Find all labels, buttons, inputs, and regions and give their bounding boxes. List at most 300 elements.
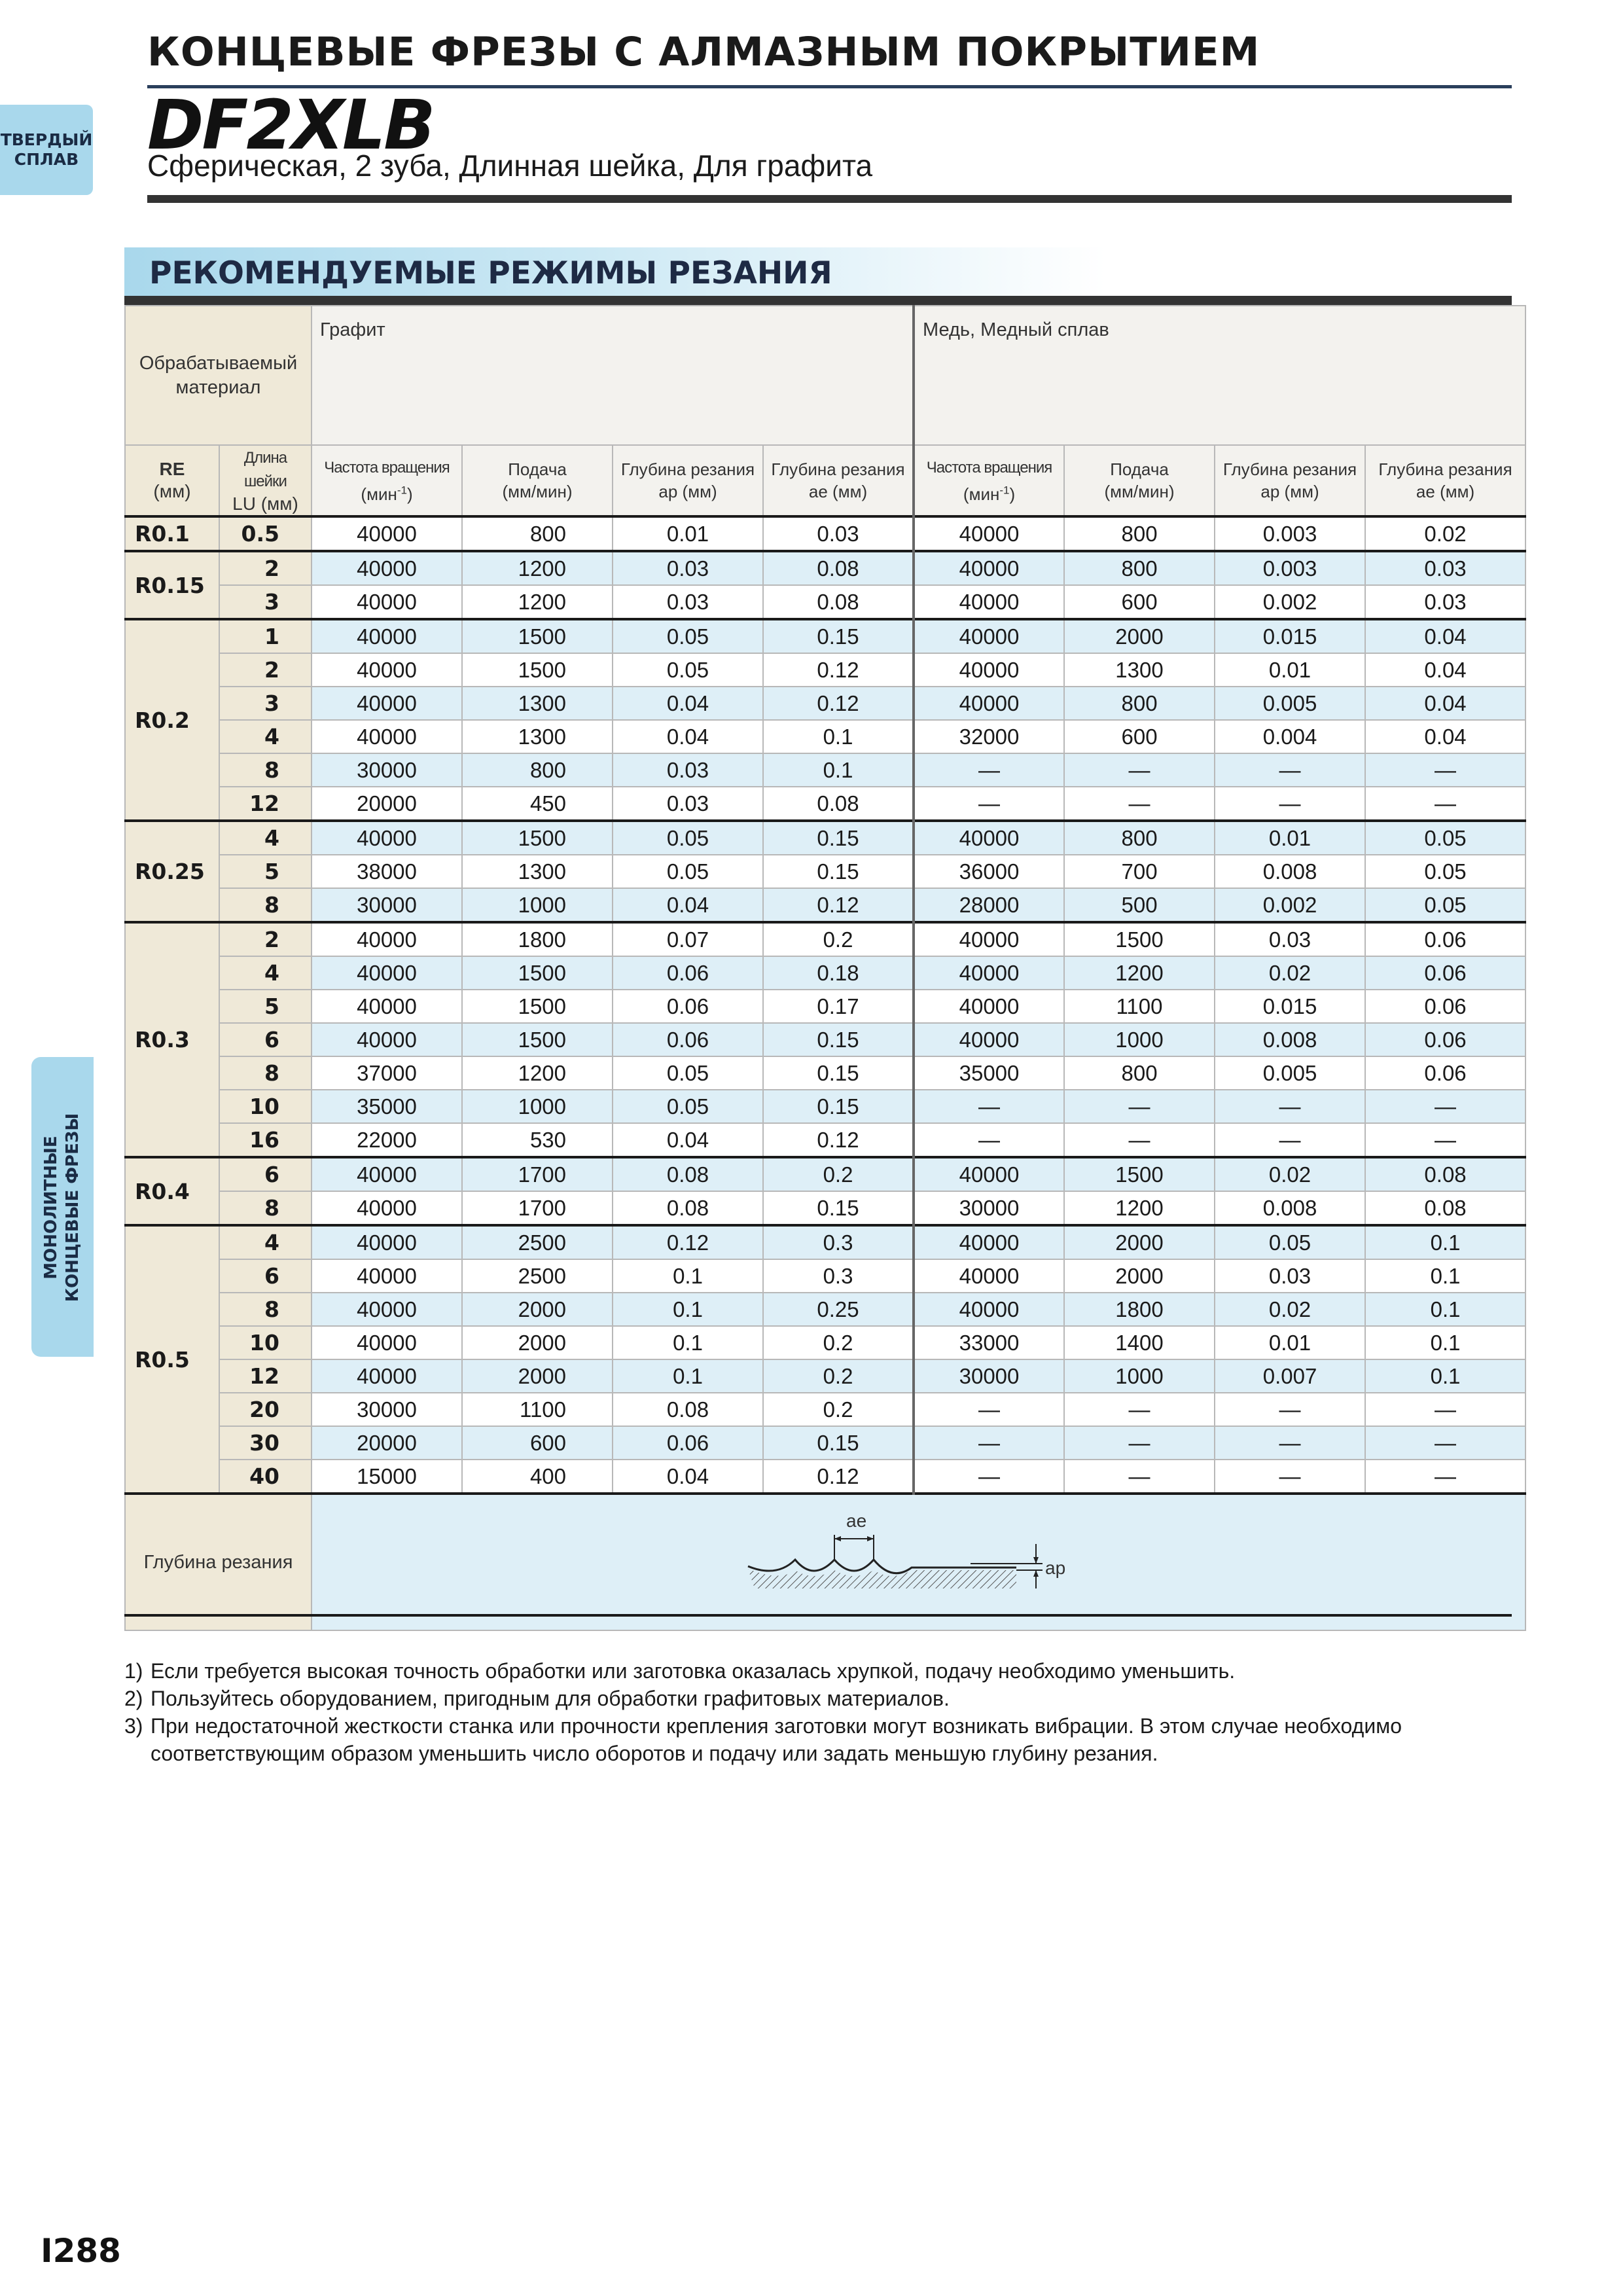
lu-value: 16 bbox=[219, 1123, 312, 1157]
copper-ap-cell: 0.01 bbox=[1215, 1326, 1365, 1359]
table-row bbox=[125, 956, 1525, 990]
lu-value: 10 bbox=[219, 1326, 312, 1359]
graphite-speed-cell: 40000 bbox=[312, 619, 462, 653]
graphite-ae-cell: 0.3 bbox=[763, 1225, 914, 1259]
graphite-feed-cell: 1500 bbox=[462, 956, 613, 990]
copper-ae-cell: — bbox=[1365, 1090, 1525, 1123]
lu-value: 4 bbox=[219, 956, 312, 990]
lu-value: 2 bbox=[219, 551, 312, 585]
diagram-ae-label: ae bbox=[846, 1511, 867, 1531]
copper-ap-cell: 0.03 bbox=[1215, 922, 1365, 956]
graphite-feed-cell: 1500 bbox=[462, 990, 613, 1023]
copper-ap-cell: — bbox=[1215, 753, 1365, 787]
copper-feed-cell: 500 bbox=[1064, 888, 1215, 922]
graphite-speed-cell: 15000 bbox=[312, 1460, 462, 1494]
copper-ap-cell: — bbox=[1215, 787, 1365, 821]
depth-of-cut-label: Глубина резания bbox=[125, 1494, 312, 1630]
copper-ae-cell: 0.1 bbox=[1365, 1259, 1525, 1293]
graphite-ae-cell: 0.12 bbox=[763, 1123, 914, 1157]
graphite-ae-cell: 0.15 bbox=[763, 1426, 914, 1460]
copper-speed-cell: 36000 bbox=[914, 855, 1064, 888]
graphite-feed-cell: 800 bbox=[462, 753, 613, 787]
table-row bbox=[125, 1225, 1525, 1259]
graphite-ap-cell: 0.03 bbox=[613, 551, 763, 585]
copper-ae-cell: 0.1 bbox=[1365, 1326, 1525, 1359]
graphite-ae-cell: 0.15 bbox=[763, 1191, 914, 1225]
graphite-speed-cell: 40000 bbox=[312, 720, 462, 753]
copper-ae-cell: — bbox=[1365, 1393, 1525, 1426]
graphite-ap-cell: 0.04 bbox=[613, 720, 763, 753]
graphite-ap-cell: 0.05 bbox=[613, 619, 763, 653]
graphite-ae-cell: 0.17 bbox=[763, 990, 914, 1023]
lu-value: 8 bbox=[219, 888, 312, 922]
lu-value: 3 bbox=[219, 687, 312, 720]
graphite-feed-cell: 2500 bbox=[462, 1225, 613, 1259]
copper-ap-cell: 0.002 bbox=[1215, 585, 1365, 619]
table-row bbox=[125, 888, 1525, 922]
graphite-ap-cell: 0.06 bbox=[613, 956, 763, 990]
copper-feed-cell: 600 bbox=[1064, 585, 1215, 619]
depth-of-cut-row bbox=[125, 1494, 1525, 1630]
graphite-ae-cell: 0.08 bbox=[763, 787, 914, 821]
graphite-ae-cell: 0.1 bbox=[763, 753, 914, 787]
model-subtitle: Сферическая, 2 зуба, Длинная шейка, Для графита bbox=[147, 149, 873, 183]
table-row bbox=[125, 1259, 1525, 1293]
graphite-ap-cell: 0.1 bbox=[613, 1293, 763, 1326]
copper-ae-cell: — bbox=[1365, 1426, 1525, 1460]
graphite-speed-cell: 40000 bbox=[312, 1191, 462, 1225]
copper-ae-cell: 0.02 bbox=[1365, 516, 1525, 551]
graphite-ap-cell: 0.12 bbox=[613, 1225, 763, 1259]
copper-feed-cell: 800 bbox=[1064, 516, 1215, 551]
copper-feed-header bbox=[1064, 445, 1215, 516]
feed-header-label: Подача bbox=[1110, 459, 1169, 479]
graphite-feed-cell: 1000 bbox=[462, 1090, 613, 1123]
lu-value: 3 bbox=[219, 585, 312, 619]
graphite-speed-cell: 30000 bbox=[312, 1393, 462, 1426]
copper-speed-cell: 30000 bbox=[914, 1359, 1064, 1393]
graphite-speed-cell: 40000 bbox=[312, 551, 462, 585]
side-tab-label: ТВЕРДЫЙ СПЛАВ bbox=[0, 130, 93, 169]
copper-speed-header bbox=[914, 445, 1064, 516]
speed-header-unit: (мин$^{-1}$) bbox=[963, 484, 1016, 504]
graphite-speed-header bbox=[312, 445, 462, 516]
re-header-label: RE bbox=[159, 459, 185, 479]
copper-speed-cell: 28000 bbox=[914, 888, 1064, 922]
table-row bbox=[125, 1326, 1525, 1359]
graphite-feed-cell: 1300 bbox=[462, 687, 613, 720]
re-value: R0.25 bbox=[125, 821, 219, 922]
graphite-speed-cell: 20000 bbox=[312, 787, 462, 821]
copper-speed-cell: 40000 bbox=[914, 1293, 1064, 1326]
lu-value: 2 bbox=[219, 653, 312, 687]
graphite-ap-cell: 0.03 bbox=[613, 787, 763, 821]
graphite-ae-cell: 0.2 bbox=[763, 1359, 914, 1393]
graphite-feed-cell: 1800 bbox=[462, 922, 613, 956]
table-row bbox=[125, 821, 1525, 855]
graphite-feed-cell: 530 bbox=[462, 1123, 613, 1157]
copper-feed-cell: — bbox=[1064, 753, 1215, 787]
lu-value: 20 bbox=[219, 1393, 312, 1426]
graphite-feed-cell: 600 bbox=[462, 1426, 613, 1460]
table-row bbox=[125, 1393, 1525, 1426]
graphite-ae-cell: 0.15 bbox=[763, 1023, 914, 1056]
copper-ap-header bbox=[1215, 445, 1365, 516]
copper-feed-cell: 800 bbox=[1064, 821, 1215, 855]
copper-ap-cell: 0.01 bbox=[1215, 653, 1365, 687]
graphite-ap-cell: 0.06 bbox=[613, 990, 763, 1023]
copper-ap-cell: 0.008 bbox=[1215, 1191, 1365, 1225]
copper-speed-cell: 32000 bbox=[914, 720, 1064, 753]
table-row bbox=[125, 1157, 1525, 1191]
graphite-speed-cell: 40000 bbox=[312, 1359, 462, 1393]
section-rule bbox=[124, 296, 1512, 305]
copper-feed-cell: 800 bbox=[1064, 1056, 1215, 1090]
re-value: R0.5 bbox=[125, 1225, 219, 1494]
copper-ap-cell: 0.008 bbox=[1215, 1023, 1365, 1056]
diagram-ap-label: ap bbox=[1045, 1558, 1066, 1578]
lu-value: 8 bbox=[219, 1191, 312, 1225]
table-row bbox=[125, 619, 1525, 653]
speed-header-label: Частота вращения bbox=[926, 459, 1052, 477]
table-row bbox=[125, 1293, 1525, 1326]
group-graphite: Графит bbox=[312, 306, 914, 445]
graphite-ae-cell: 0.12 bbox=[763, 687, 914, 720]
copper-speed-cell: 33000 bbox=[914, 1326, 1064, 1359]
graphite-ae-cell: 0.2 bbox=[763, 1393, 914, 1426]
table-row bbox=[125, 1090, 1525, 1123]
graphite-ae-cell: 0.15 bbox=[763, 1090, 914, 1123]
copper-speed-cell: 40000 bbox=[914, 687, 1064, 720]
table-row bbox=[125, 787, 1525, 821]
graphite-ap-cell: 0.05 bbox=[613, 653, 763, 687]
lu-value: 4 bbox=[219, 720, 312, 753]
graphite-ae-cell: 0.15 bbox=[763, 619, 914, 653]
copper-ae-cell: — bbox=[1365, 787, 1525, 821]
speed-header-label: Частота вращения bbox=[324, 459, 450, 477]
graphite-feed-cell: 2000 bbox=[462, 1326, 613, 1359]
graphite-feed-cell: 1500 bbox=[462, 1023, 613, 1056]
graphite-ae-cell: 0.2 bbox=[763, 1157, 914, 1191]
copper-speed-cell: — bbox=[914, 1460, 1064, 1494]
graphite-ap-cell: 0.05 bbox=[613, 1090, 763, 1123]
copper-ap-cell: 0.02 bbox=[1215, 956, 1365, 990]
graphite-ae-cell: 0.15 bbox=[763, 1056, 914, 1090]
copper-ae-cell: 0.08 bbox=[1365, 1157, 1525, 1191]
copper-speed-cell: 40000 bbox=[914, 516, 1064, 551]
copper-feed-cell: 1100 bbox=[1064, 990, 1215, 1023]
table-row bbox=[125, 855, 1525, 888]
depth-of-cut-diagram-svg bbox=[316, 1497, 1517, 1628]
copper-ap-cell: 0.015 bbox=[1215, 990, 1365, 1023]
copper-ap-cell: 0.05 bbox=[1215, 1225, 1365, 1259]
copper-ap-cell: 0.02 bbox=[1215, 1157, 1365, 1191]
graphite-ae-cell: 0.3 bbox=[763, 1259, 914, 1293]
graphite-ae-cell: 0.18 bbox=[763, 956, 914, 990]
lu-value: 2 bbox=[219, 922, 312, 956]
graphite-speed-cell: 40000 bbox=[312, 585, 462, 619]
graphite-ae-cell: 0.08 bbox=[763, 585, 914, 619]
feed-header-unit: (мм/мин) bbox=[502, 482, 573, 501]
copper-feed-cell: — bbox=[1064, 1460, 1215, 1494]
copper-ae-cell: 0.06 bbox=[1365, 956, 1525, 990]
copper-ae-cell: 0.06 bbox=[1365, 1056, 1525, 1090]
lu-header-unit: LU (мм) bbox=[232, 493, 298, 514]
copper-ae-cell: 0.04 bbox=[1365, 687, 1525, 720]
graphite-speed-cell: 40000 bbox=[312, 1326, 462, 1359]
copper-feed-cell: 1300 bbox=[1064, 653, 1215, 687]
copper-speed-cell: 40000 bbox=[914, 922, 1064, 956]
copper-speed-cell: — bbox=[914, 787, 1064, 821]
ap-header-unit: ap (мм) bbox=[658, 482, 717, 501]
graphite-feed-cell: 1100 bbox=[462, 1393, 613, 1426]
copper-feed-cell: 1400 bbox=[1064, 1326, 1215, 1359]
graphite-feed-cell: 1300 bbox=[462, 720, 613, 753]
table-row bbox=[125, 1359, 1525, 1393]
graphite-speed-cell: 35000 bbox=[312, 1090, 462, 1123]
copper-speed-cell: 30000 bbox=[914, 1191, 1064, 1225]
copper-ap-cell: — bbox=[1215, 1393, 1365, 1426]
copper-ap-cell: 0.005 bbox=[1215, 687, 1365, 720]
graphite-ae-cell: 0.25 bbox=[763, 1293, 914, 1326]
depth-of-cut-diagram bbox=[312, 1494, 1525, 1630]
table-header-row-1 bbox=[125, 306, 1525, 445]
copper-ap-cell: 0.008 bbox=[1215, 855, 1365, 888]
table-row bbox=[125, 687, 1525, 720]
copper-feed-cell: — bbox=[1064, 1426, 1215, 1460]
copper-ae-cell: 0.06 bbox=[1365, 922, 1525, 956]
graphite-ap-cell: 0.1 bbox=[613, 1359, 763, 1393]
lu-value: 8 bbox=[219, 753, 312, 787]
graphite-speed-cell: 40000 bbox=[312, 922, 462, 956]
copper-ae-cell: 0.1 bbox=[1365, 1359, 1525, 1393]
lu-value: 12 bbox=[219, 1359, 312, 1393]
footnote-text: Если требуется высокая точность обработки или заготовка оказалась хрупкой, подачу необходимо уменьшить. bbox=[151, 1659, 1236, 1683]
copper-ae-cell: 0.06 bbox=[1365, 1023, 1525, 1056]
copper-feed-cell: — bbox=[1064, 1123, 1215, 1157]
lu-value: 1 bbox=[219, 619, 312, 653]
graphite-feed-cell: 450 bbox=[462, 787, 613, 821]
graphite-feed-cell: 1200 bbox=[462, 585, 613, 619]
copper-speed-cell: 40000 bbox=[914, 1259, 1064, 1293]
re-value: R0.1 bbox=[125, 516, 219, 551]
table-row bbox=[125, 990, 1525, 1023]
graphite-feed-cell: 1000 bbox=[462, 888, 613, 922]
graphite-feed-cell: 1700 bbox=[462, 1191, 613, 1225]
copper-feed-cell: 1000 bbox=[1064, 1023, 1215, 1056]
graphite-speed-cell: 37000 bbox=[312, 1056, 462, 1090]
graphite-ap-header bbox=[613, 445, 763, 516]
lu-value: 6 bbox=[219, 1259, 312, 1293]
lu-value: 4 bbox=[219, 1225, 312, 1259]
table-row bbox=[125, 720, 1525, 753]
copper-speed-cell: 40000 bbox=[914, 653, 1064, 687]
ae-header-unit: ae (мм) bbox=[1416, 482, 1475, 501]
lu-value: 6 bbox=[219, 1023, 312, 1056]
graphite-ae-cell: 0.2 bbox=[763, 922, 914, 956]
graphite-speed-cell: 38000 bbox=[312, 855, 462, 888]
cutting-conditions-table bbox=[124, 305, 1526, 1631]
copper-feed-cell: 2000 bbox=[1064, 1225, 1215, 1259]
graphite-speed-cell: 40000 bbox=[312, 1259, 462, 1293]
copper-feed-cell: 2000 bbox=[1064, 1259, 1215, 1293]
speed-header-unit: (мин$^{-1}$) bbox=[361, 484, 413, 504]
copper-ae-cell: 0.04 bbox=[1365, 653, 1525, 687]
table-row bbox=[125, 1123, 1525, 1157]
graphite-feed-cell: 2000 bbox=[462, 1359, 613, 1393]
graphite-speed-cell: 22000 bbox=[312, 1123, 462, 1157]
copper-feed-cell: 1200 bbox=[1064, 956, 1215, 990]
graphite-feed-cell: 1200 bbox=[462, 1056, 613, 1090]
graphite-speed-cell: 40000 bbox=[312, 1225, 462, 1259]
graphite-ae-cell: 0.1 bbox=[763, 720, 914, 753]
graphite-ae-cell: 0.12 bbox=[763, 888, 914, 922]
copper-speed-cell: 40000 bbox=[914, 1157, 1064, 1191]
table-header-row-2 bbox=[125, 445, 1525, 516]
copper-speed-cell: 40000 bbox=[914, 821, 1064, 855]
graphite-ap-cell: 0.08 bbox=[613, 1157, 763, 1191]
copper-feed-cell: 1200 bbox=[1064, 1191, 1215, 1225]
ae-header-label: Глубина резания bbox=[1378, 459, 1512, 479]
copper-ap-cell: 0.007 bbox=[1215, 1359, 1365, 1393]
section-title: РЕКОМЕНДУЕМЫЕ РЕЖИМЫ РЕЗАНИЯ bbox=[149, 255, 832, 291]
footnote-number: 3) bbox=[124, 1714, 143, 1738]
lu-value: 0.5 bbox=[219, 516, 312, 551]
graphite-ap-cell: 0.05 bbox=[613, 1056, 763, 1090]
copper-ap-cell: 0.02 bbox=[1215, 1293, 1365, 1326]
ap-header-label: Глубина резания bbox=[620, 459, 755, 479]
graphite-ae-cell: 0.12 bbox=[763, 1460, 914, 1494]
copper-ap-cell: 0.003 bbox=[1215, 516, 1365, 551]
side-tab-mid-label: МОНОЛИТНЫЕ КОНЦЕВЫЕ ФРЕЗЫ bbox=[41, 1113, 82, 1302]
lu-value: 12 bbox=[219, 787, 312, 821]
graphite-ap-cell: 0.01 bbox=[613, 516, 763, 551]
copper-ap-cell: 0.015 bbox=[1215, 619, 1365, 653]
copper-ae-cell: 0.04 bbox=[1365, 619, 1525, 653]
graphite-ae-cell: 0.2 bbox=[763, 1326, 914, 1359]
graphite-ap-cell: 0.06 bbox=[613, 1023, 763, 1056]
graphite-ae-cell: 0.15 bbox=[763, 855, 914, 888]
copper-speed-cell: — bbox=[914, 1393, 1064, 1426]
copper-speed-cell: 40000 bbox=[914, 990, 1064, 1023]
graphite-feed-cell: 1500 bbox=[462, 653, 613, 687]
ap-header-unit: ap (мм) bbox=[1260, 482, 1319, 501]
copper-ae-cell: — bbox=[1365, 753, 1525, 787]
graphite-ap-cell: 0.07 bbox=[613, 922, 763, 956]
graphite-feed-cell: 400 bbox=[462, 1460, 613, 1494]
lu-value: 30 bbox=[219, 1426, 312, 1460]
ap-header-label: Глубина резания bbox=[1222, 459, 1357, 479]
copper-feed-cell: 1800 bbox=[1064, 1293, 1215, 1326]
table-row bbox=[125, 922, 1525, 956]
graphite-feed-header bbox=[462, 445, 613, 516]
graphite-speed-cell: 40000 bbox=[312, 956, 462, 990]
side-tab-hard-alloy bbox=[0, 105, 93, 195]
group-copper: Медь, Медный сплав bbox=[914, 306, 1525, 445]
table-row bbox=[125, 653, 1525, 687]
copper-speed-cell: 40000 bbox=[914, 551, 1064, 585]
copper-ap-cell: 0.003 bbox=[1215, 551, 1365, 585]
footnote-text: При недостаточной жесткости станка или прочности крепления заготовки могут возникать вибрации. В этом случае необходимо соответствующим образом уменьшить число оборотов и подачу или задать меньшую глубину резания. bbox=[151, 1714, 1402, 1765]
copper-feed-cell: 1000 bbox=[1064, 1359, 1215, 1393]
copper-ae-cell: 0.05 bbox=[1365, 888, 1525, 922]
graphite-ap-cell: 0.04 bbox=[613, 687, 763, 720]
copper-speed-cell: 40000 bbox=[914, 1225, 1064, 1259]
table-row bbox=[125, 1056, 1525, 1090]
graphite-ae-cell: 0.03 bbox=[763, 516, 914, 551]
graphite-feed-cell: 1200 bbox=[462, 551, 613, 585]
copper-ap-cell: 0.01 bbox=[1215, 821, 1365, 855]
graphite-speed-cell: 40000 bbox=[312, 1293, 462, 1326]
graphite-ap-cell: 0.08 bbox=[613, 1191, 763, 1225]
copper-feed-cell: 1500 bbox=[1064, 922, 1215, 956]
copper-feed-cell: — bbox=[1064, 1393, 1215, 1426]
copper-feed-cell: 800 bbox=[1064, 687, 1215, 720]
copper-ap-cell: 0.004 bbox=[1215, 720, 1365, 753]
graphite-ap-cell: 0.03 bbox=[613, 585, 763, 619]
copper-ae-cell: 0.1 bbox=[1365, 1293, 1525, 1326]
lu-value: 8 bbox=[219, 1293, 312, 1326]
copper-speed-cell: 40000 bbox=[914, 619, 1064, 653]
copper-ap-cell: 0.002 bbox=[1215, 888, 1365, 922]
copper-feed-cell: 2000 bbox=[1064, 619, 1215, 653]
material-label: Обрабатываемый материал bbox=[125, 306, 312, 445]
copper-speed-cell: — bbox=[914, 753, 1064, 787]
ae-header-label: Глубина резания bbox=[771, 459, 905, 479]
copper-feed-cell: 700 bbox=[1064, 855, 1215, 888]
feed-header-label: Подача bbox=[508, 459, 567, 479]
graphite-ap-cell: 0.08 bbox=[613, 1393, 763, 1426]
graphite-speed-cell: 40000 bbox=[312, 990, 462, 1023]
graphite-speed-cell: 40000 bbox=[312, 1157, 462, 1191]
graphite-feed-cell: 2000 bbox=[462, 1293, 613, 1326]
table-row bbox=[125, 1191, 1525, 1225]
table-row bbox=[125, 753, 1525, 787]
graphite-speed-cell: 40000 bbox=[312, 687, 462, 720]
re-header-unit: (мм) bbox=[153, 481, 191, 501]
lu-value: 10 bbox=[219, 1090, 312, 1123]
page-title: КОНЦЕВЫЕ ФРЕЗЫ С АЛМАЗНЫМ ПОКРЫТИЕМ bbox=[147, 29, 1260, 75]
copper-feed-cell: — bbox=[1064, 1090, 1215, 1123]
lu-header-label: Длина шейки bbox=[243, 449, 287, 490]
footnote-number: 1) bbox=[124, 1659, 143, 1683]
copper-ae-cell: 0.08 bbox=[1365, 1191, 1525, 1225]
graphite-feed-cell: 1500 bbox=[462, 821, 613, 855]
graphite-ap-cell: 0.04 bbox=[613, 888, 763, 922]
lu-value: 6 bbox=[219, 1157, 312, 1191]
footnote-number: 2) bbox=[124, 1687, 143, 1710]
graphite-speed-cell: 30000 bbox=[312, 753, 462, 787]
table-row bbox=[125, 516, 1525, 551]
copper-speed-cell: — bbox=[914, 1123, 1064, 1157]
copper-speed-cell: — bbox=[914, 1426, 1064, 1460]
copper-speed-cell: — bbox=[914, 1090, 1064, 1123]
graphite-ap-cell: 0.04 bbox=[613, 1123, 763, 1157]
graphite-ae-header bbox=[763, 445, 914, 516]
copper-ae-header bbox=[1365, 445, 1525, 516]
copper-ae-cell: 0.06 bbox=[1365, 990, 1525, 1023]
re-header bbox=[125, 445, 219, 516]
table-row bbox=[125, 551, 1525, 585]
lu-value: 8 bbox=[219, 1056, 312, 1090]
graphite-ap-cell: 0.05 bbox=[613, 821, 763, 855]
graphite-feed-cell: 2500 bbox=[462, 1259, 613, 1293]
graphite-speed-cell: 40000 bbox=[312, 653, 462, 687]
graphite-feed-cell: 1300 bbox=[462, 855, 613, 888]
graphite-speed-cell: 40000 bbox=[312, 1023, 462, 1056]
graphite-speed-cell: 40000 bbox=[312, 821, 462, 855]
table-row bbox=[125, 585, 1525, 619]
